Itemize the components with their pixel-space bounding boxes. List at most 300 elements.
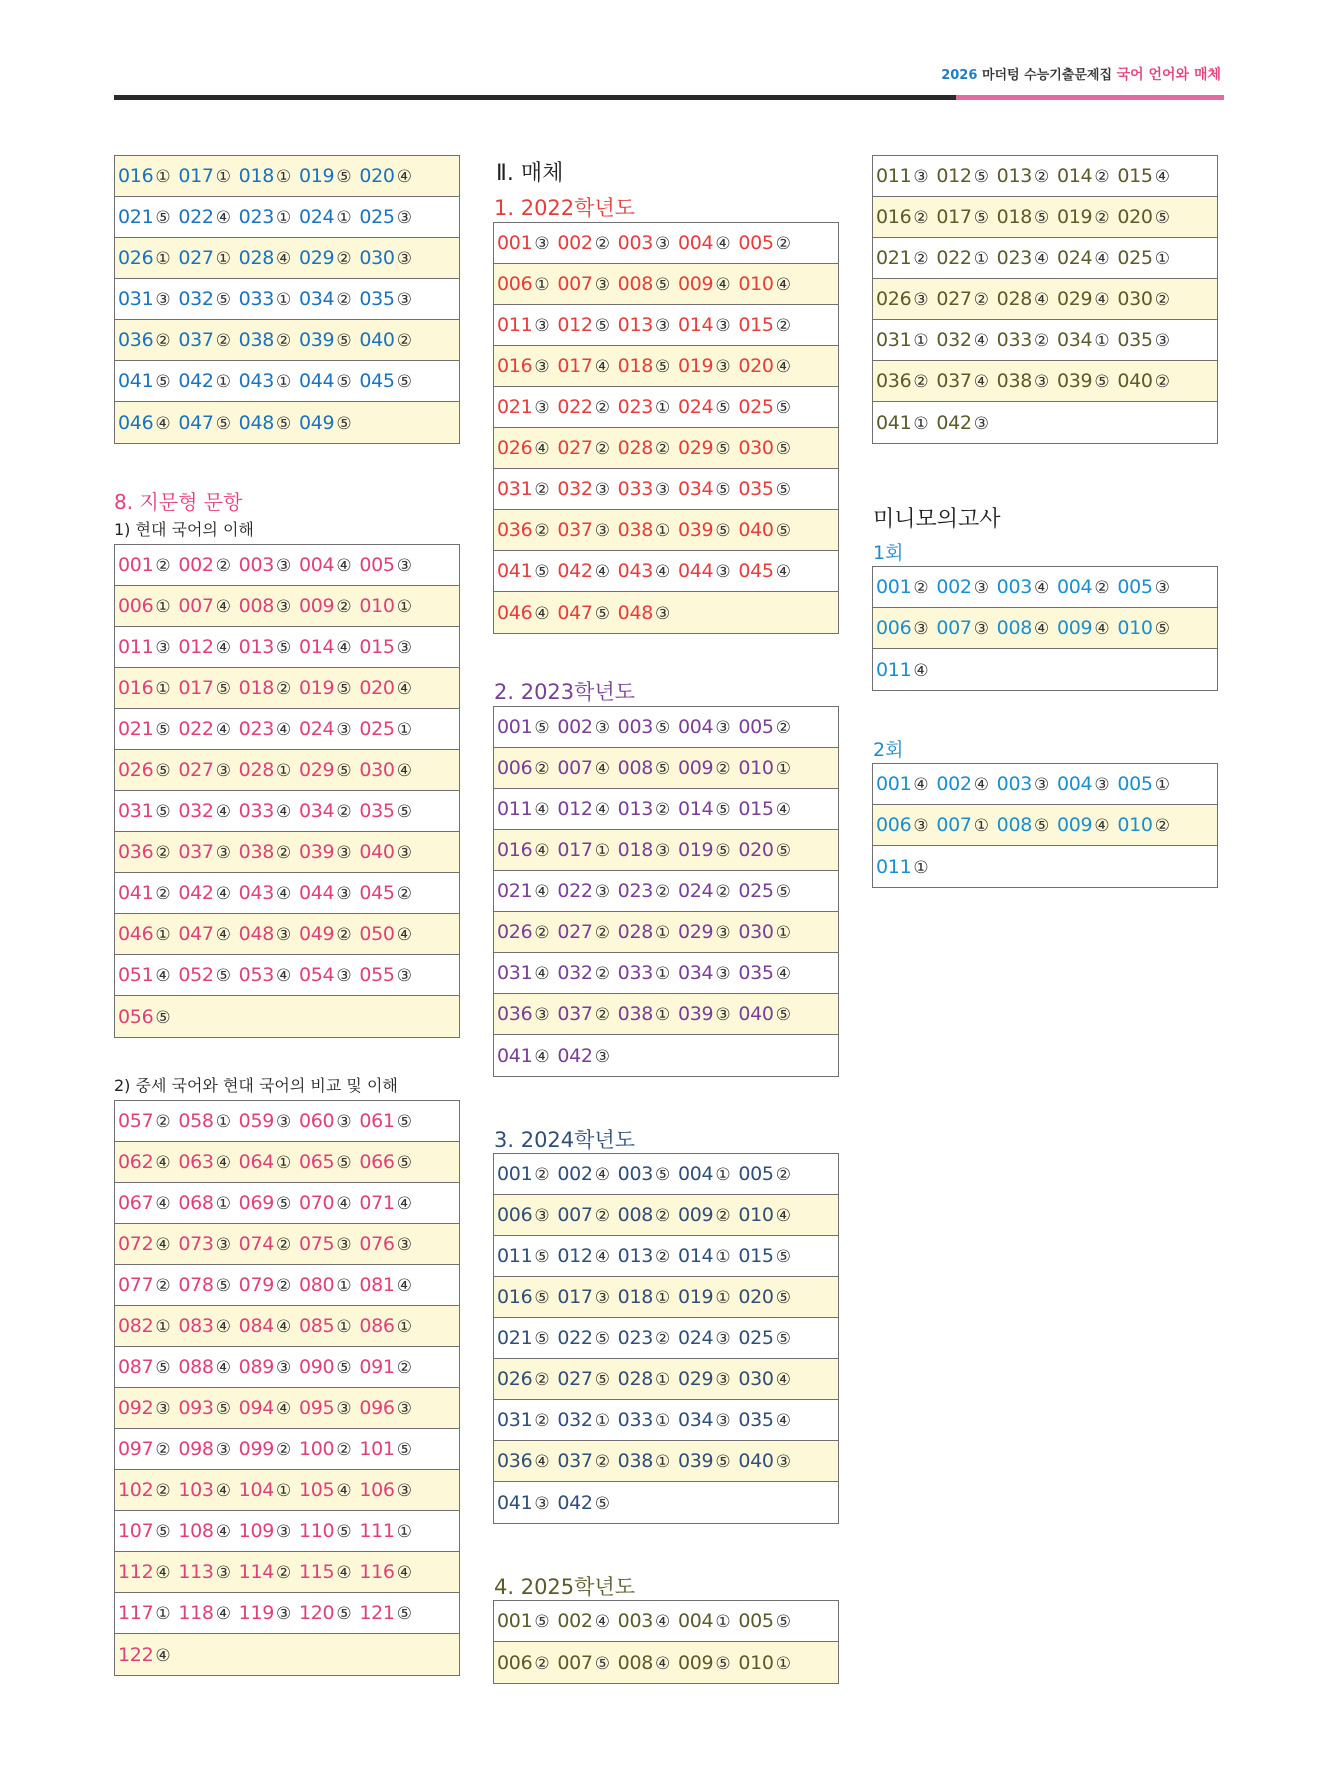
answer-cell (557, 1368, 609, 1390)
table-row (494, 1642, 838, 1683)
question-number: 028 (238, 759, 275, 781)
question-number: 025 (738, 1327, 774, 1349)
answer-cell (497, 1492, 549, 1514)
question-number: 042 (557, 560, 593, 582)
answer-choice: ② (155, 1481, 171, 1501)
answer-choice: ② (973, 290, 989, 310)
question-number: 010 (359, 595, 395, 617)
question-number: 076 (359, 1233, 395, 1255)
answer-cell (359, 1602, 411, 1624)
table-row (494, 1482, 838, 1523)
question-number: 033 (617, 1409, 654, 1431)
answer-cell (618, 921, 670, 943)
answer-choice: ⑤ (155, 761, 171, 781)
answer-choice: ② (913, 249, 929, 269)
answer-cell (239, 677, 291, 699)
answer-cell (738, 1003, 790, 1025)
answer-choice: ② (913, 208, 929, 228)
table-row (115, 320, 459, 361)
answer-cell (299, 1233, 351, 1255)
answer-table-modern (114, 544, 460, 1038)
question-number: 026 (876, 288, 912, 310)
answer-cell (738, 1450, 790, 1472)
answer-cell (299, 1356, 351, 1378)
answer-cell (178, 1110, 230, 1132)
answer-cell (557, 1409, 609, 1431)
answer-cell (497, 1652, 549, 1674)
answer-choice: ④ (215, 1317, 231, 1337)
answer-choice: ⑤ (655, 718, 670, 738)
question-number: 032 (557, 1409, 593, 1431)
question-number: 023 (238, 718, 275, 740)
answer-cell (299, 759, 351, 781)
answer-cell (118, 1644, 170, 1666)
answer-choice: ① (155, 925, 171, 945)
answer-cell (299, 1110, 351, 1132)
question-number: 019 (298, 677, 335, 699)
answer-choice: ④ (775, 800, 791, 820)
answer-cell (997, 576, 1049, 598)
answer-cell (178, 964, 230, 986)
answer-choice: ④ (594, 562, 610, 582)
table-row (873, 156, 1217, 197)
answer-choice: ④ (594, 759, 610, 779)
question-number: 017 (557, 355, 593, 377)
question-number: 007 (557, 1204, 593, 1226)
answer-choice: ⑤ (655, 759, 670, 779)
answer-cell (618, 1610, 670, 1632)
table-row (115, 996, 459, 1037)
answer-choice: ④ (775, 1206, 791, 1226)
answer-cell (936, 165, 988, 187)
question-number: 110 (298, 1520, 335, 1542)
answer-cell (118, 882, 170, 904)
answer-cell (118, 595, 170, 617)
question-number: 034 (298, 800, 335, 822)
answer-choice: ① (594, 841, 610, 861)
answer-choice: ② (775, 316, 791, 336)
answer-choice: ④ (396, 761, 412, 781)
answer-cell (618, 396, 670, 418)
answer-choice: ⑤ (215, 1276, 231, 1296)
answer-cell (557, 478, 609, 500)
question-number: 121 (359, 1602, 395, 1624)
question-number: 049 (298, 411, 335, 434)
question-number: 026 (497, 921, 533, 943)
answer-choice: ③ (594, 1046, 610, 1067)
table-row (494, 871, 838, 912)
answer-cell (178, 923, 230, 945)
question-number: 075 (298, 1233, 335, 1255)
question-number: 014 (677, 798, 714, 820)
answer-choice: ④ (534, 439, 550, 459)
question-number: 111 (359, 1520, 395, 1542)
answer-cell (178, 1602, 230, 1624)
question-number: 023 (238, 206, 275, 228)
question-number: 004 (677, 716, 714, 738)
answer-choice: ④ (215, 802, 231, 822)
table-row (115, 832, 459, 873)
answer-choice: ② (276, 843, 291, 863)
answer-choice: ④ (534, 1452, 550, 1472)
answer-choice: ⑤ (215, 1399, 231, 1419)
answer-cell (557, 396, 609, 418)
question-number: 038 (996, 370, 1033, 392)
answer-choice: ④ (215, 1604, 231, 1624)
question-number: 105 (298, 1479, 335, 1501)
answer-cell (299, 1397, 351, 1419)
answer-choice: ③ (655, 316, 670, 336)
answer-cell (299, 1274, 351, 1296)
answer-choice: ② (1034, 167, 1049, 187)
table-row (873, 361, 1217, 402)
question-number: 115 (298, 1561, 335, 1583)
question-number: 002 (936, 576, 972, 598)
question-number: 012 (936, 165, 972, 187)
answer-choice: ⑤ (336, 372, 352, 392)
table-row (494, 1154, 838, 1195)
answer-choice: ④ (396, 925, 412, 945)
question-number: 067 (118, 1192, 154, 1214)
answer-cell (299, 329, 351, 351)
answer-choice: ④ (155, 966, 171, 986)
answer-choice: ④ (215, 597, 231, 617)
question-number: 010 (1117, 814, 1153, 836)
question-number: 001 (118, 554, 154, 576)
answer-choice: ④ (1094, 816, 1110, 836)
answer-cell (497, 1003, 549, 1025)
answer-cell (178, 1438, 230, 1460)
question-number: 104 (238, 1479, 275, 1501)
answer-cell (557, 1045, 609, 1067)
question-number: 001 (876, 576, 912, 598)
answer-choice: ① (913, 331, 929, 351)
question-number: 036 (876, 370, 912, 392)
question-number: 017 (557, 839, 593, 861)
table-row (494, 1236, 838, 1277)
answer-choice: ⑤ (396, 1112, 412, 1132)
question-number: 028 (996, 288, 1033, 310)
answer-choice: ④ (276, 1399, 291, 1419)
table-row (115, 1347, 459, 1388)
answer-cell (618, 880, 670, 902)
question-number: 102 (118, 1479, 154, 1501)
answer-choice: ④ (534, 964, 550, 984)
question-number: 002 (557, 716, 593, 738)
question-number: 019 (298, 165, 335, 187)
question-number: 025 (738, 880, 774, 902)
answer-cell (118, 636, 170, 658)
answer-cell (178, 206, 230, 228)
answer-choice: ① (655, 1288, 670, 1308)
answer-cell (497, 273, 549, 295)
answer-cell (738, 314, 790, 336)
answer-cell (936, 617, 988, 639)
answer-choice: ③ (215, 1235, 231, 1255)
year-title-2023: 2. 2023학년도 (494, 680, 636, 704)
subsection-title-medieval: 2) 중세 국어와 현대 국어의 비교 및 이해 (114, 1076, 398, 1095)
answer-choice: ④ (276, 720, 291, 740)
question-number: 066 (359, 1151, 395, 1173)
question-number: 033 (238, 800, 275, 822)
answer-cell (876, 617, 928, 639)
answer-cell (936, 773, 988, 795)
answer-cell (678, 232, 730, 254)
table-row (494, 748, 838, 789)
question-number: 072 (118, 1233, 154, 1255)
question-number: 045 (359, 882, 395, 904)
answer-choice: ① (1154, 775, 1170, 795)
question-number: 029 (298, 247, 335, 269)
question-number: 022 (178, 206, 214, 228)
answer-cell (738, 1368, 790, 1390)
answer-cell (359, 247, 411, 269)
answer-choice: ④ (973, 372, 989, 392)
answer-choice: ④ (594, 800, 610, 820)
answer-cell (178, 1479, 230, 1501)
answer-cell (997, 370, 1049, 392)
answer-cell (239, 165, 291, 187)
answer-choice: ⑤ (973, 208, 989, 228)
answer-cell (497, 1163, 549, 1185)
answer-cell (239, 288, 291, 310)
answer-table-2023 (493, 706, 839, 1077)
question-number: 031 (497, 1409, 533, 1431)
answer-choice: ③ (396, 290, 412, 310)
answer-choice: ① (655, 1370, 670, 1390)
answer-choice: ⑤ (594, 316, 610, 336)
question-number: 005 (1117, 576, 1153, 598)
header-year: 2026 (941, 68, 978, 83)
question-number: 007 (557, 757, 593, 779)
question-number: 017 (178, 165, 214, 187)
answer-cell (557, 880, 609, 902)
answer-choice: ③ (276, 1522, 291, 1542)
header-divider-dark (114, 95, 956, 100)
question-number: 031 (497, 478, 533, 500)
table-row (115, 361, 459, 402)
answer-cell (359, 841, 411, 863)
question-number: 038 (617, 519, 654, 541)
answer-cell (876, 370, 928, 392)
answer-cell (557, 1204, 609, 1226)
answer-choice: ② (1094, 578, 1110, 598)
answer-cell (678, 1409, 730, 1431)
answer-choice: ① (215, 1112, 231, 1132)
answer-choice: ② (594, 439, 610, 459)
question-number: 010 (738, 273, 774, 295)
answer-cell (997, 617, 1049, 639)
answer-choice: ④ (155, 1153, 171, 1173)
answer-cell (497, 1409, 549, 1431)
question-number: 008 (996, 617, 1033, 639)
answer-choice: ③ (973, 413, 989, 434)
answer-choice: ③ (534, 1005, 550, 1025)
answer-choice: ④ (1154, 167, 1170, 187)
answer-choice: ① (155, 167, 171, 187)
answer-choice: ② (775, 718, 791, 738)
answer-cell (618, 314, 670, 336)
answer-choice: ③ (336, 884, 352, 904)
table-row (494, 1441, 838, 1482)
question-number: 021 (497, 880, 533, 902)
answer-choice: ⑤ (775, 1005, 791, 1025)
answer-cell (239, 923, 291, 945)
question-number: 041 (497, 560, 533, 582)
answer-cell (1057, 247, 1109, 269)
answer-cell (618, 519, 670, 541)
answer-cell (299, 247, 351, 269)
table-row (494, 346, 838, 387)
question-number: 122 (118, 1643, 154, 1666)
table-row (494, 551, 838, 592)
answer-cell (178, 165, 230, 187)
answer-choice: ③ (715, 964, 731, 984)
answer-cell (239, 636, 291, 658)
answer-cell (359, 1479, 411, 1501)
answer-choice: ④ (155, 1563, 171, 1583)
answer-cell (178, 677, 230, 699)
question-number: 022 (178, 718, 214, 740)
answer-choice: ② (336, 925, 352, 945)
question-number: 040 (1117, 370, 1153, 392)
answer-cell (178, 1356, 230, 1378)
question-number: 057 (118, 1110, 154, 1132)
answer-choice: ② (276, 679, 291, 699)
answer-cell (239, 1274, 291, 1296)
answer-cell (557, 962, 609, 984)
answer-choice: ① (1154, 249, 1170, 269)
question-number: 012 (557, 1245, 593, 1267)
answer-choice: ② (913, 372, 929, 392)
answer-choice: ④ (973, 775, 989, 795)
answer-table-mini-1 (872, 566, 1218, 691)
question-number: 052 (178, 964, 214, 986)
question-number: 107 (118, 1520, 154, 1542)
answer-choice: ④ (336, 1481, 352, 1501)
answer-cell (359, 1110, 411, 1132)
answer-cell (618, 1368, 670, 1390)
question-number: 032 (178, 288, 214, 310)
question-number: 055 (359, 964, 395, 986)
table-row (115, 1388, 459, 1429)
answer-cell (1117, 288, 1169, 310)
answer-cell (178, 841, 230, 863)
answer-cell (936, 247, 988, 269)
question-number: 081 (359, 1274, 395, 1296)
question-number: 005 (738, 716, 774, 738)
section-title-passage: 8. 지문형 문항 (114, 490, 243, 514)
answer-cell (359, 329, 411, 351)
answer-cell (299, 800, 351, 822)
answer-cell (678, 1368, 730, 1390)
question-number: 012 (557, 314, 593, 336)
answer-cell (239, 759, 291, 781)
question-number: 036 (497, 1003, 533, 1025)
answer-cell (359, 288, 411, 310)
question-number: 010 (738, 1204, 774, 1226)
answer-cell (299, 1561, 351, 1583)
answer-cell (876, 659, 928, 681)
answer-choice: ④ (276, 802, 291, 822)
question-number: 023 (617, 396, 654, 418)
answer-choice: ③ (396, 638, 412, 658)
answer-choice: ③ (655, 480, 670, 500)
table-row (115, 1101, 459, 1142)
question-number: 006 (497, 757, 533, 779)
answer-cell (678, 273, 730, 295)
answer-choice: ④ (336, 556, 352, 576)
answer-choice: ② (276, 1563, 291, 1583)
answer-cell (359, 636, 411, 658)
question-number: 029 (677, 437, 714, 459)
answer-choice: ② (155, 884, 171, 904)
question-number: 059 (238, 1110, 275, 1132)
answer-cell (997, 814, 1049, 836)
answer-table-2025-cont (872, 155, 1218, 444)
question-number: 001 (876, 773, 912, 795)
question-number: 108 (178, 1520, 214, 1542)
answer-cell (118, 759, 170, 781)
table-row (494, 1035, 838, 1076)
answer-cell (497, 478, 549, 500)
question-number: 041 (497, 1044, 533, 1067)
answer-choice: ③ (336, 1399, 352, 1419)
answer-cell (497, 757, 549, 779)
answer-cell (497, 1204, 549, 1226)
question-number: 009 (298, 595, 335, 617)
question-number: 039 (1056, 370, 1093, 392)
table-row (873, 608, 1217, 649)
question-number: 103 (178, 1479, 214, 1501)
answer-cell (678, 757, 730, 779)
question-number: 006 (497, 1204, 533, 1226)
question-number: 025 (1117, 247, 1153, 269)
question-number: 008 (617, 1204, 654, 1226)
answer-cell (738, 355, 790, 377)
question-number: 031 (497, 962, 533, 984)
question-number: 036 (497, 1450, 533, 1472)
answer-cell (239, 1561, 291, 1583)
question-number: 008 (617, 1651, 654, 1674)
answer-choice: ⑤ (594, 1653, 610, 1674)
answer-choice: ③ (1154, 578, 1170, 598)
question-number: 082 (118, 1315, 154, 1337)
answer-choice: ⑤ (715, 800, 731, 820)
answer-choice: ② (1094, 167, 1110, 187)
answer-cell (557, 1652, 609, 1674)
answer-choice: ① (655, 1005, 670, 1025)
answer-cell (178, 288, 230, 310)
question-number: 038 (617, 1450, 654, 1472)
answer-choice: ① (973, 249, 989, 269)
answer-cell (618, 1286, 670, 1308)
answer-cell (118, 841, 170, 863)
question-number: 020 (359, 165, 395, 187)
answer-cell (359, 677, 411, 699)
answer-choice: ③ (396, 556, 412, 576)
answer-cell (738, 798, 790, 820)
answer-cell (118, 1006, 170, 1028)
answer-cell (738, 519, 790, 541)
answer-cell (299, 165, 351, 187)
question-number: 109 (238, 1520, 275, 1542)
answer-cell (738, 1409, 790, 1431)
question-number: 023 (617, 1327, 654, 1349)
question-number: 016 (497, 839, 533, 861)
question-number: 004 (1056, 576, 1093, 598)
question-number: 006 (118, 595, 154, 617)
